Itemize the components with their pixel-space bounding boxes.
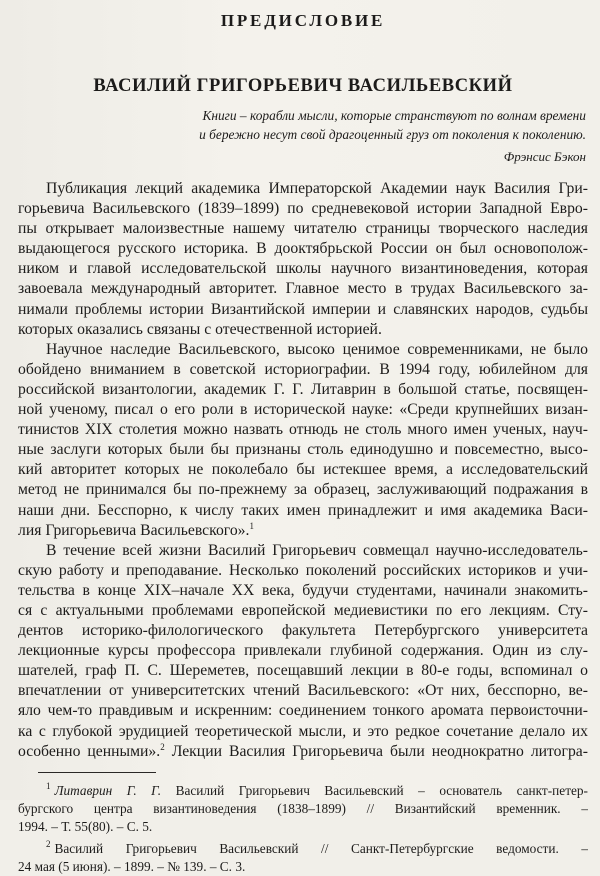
article-title: ВАСИЛИЙ ГРИГОРЬЕВИЧ ВАСИЛЬЕВСКИЙ — [93, 76, 513, 96]
footnote-2 — [18, 840, 588, 876]
text-line: дентов историко-филологического факультета Петербургского университета — [18, 622, 588, 640]
text-line — [18, 742, 588, 762]
text-line: впечатлении от университетских чтений Васильевского: «От них, бесспорно, ве- — [18, 682, 588, 700]
body-text — [18, 179, 588, 762]
text-line: ной ученому, писал о его роли в исторической науке: «Среди крупнейших визан- — [18, 401, 588, 419]
text-line: метод не принимался бы по-прежнему за образец, заслуживающий подражания в — [18, 481, 588, 499]
text-line-content: Лекции Василия Григорьевича были неоднократно литогра- — [171, 742, 588, 760]
footnote-ref-1[interactable]: 1 — [249, 520, 254, 531]
text-line: Публикация лекций академика Императорской Академии наук Василия Гри- — [46, 180, 588, 197]
paragraph-2 — [18, 340, 588, 541]
text-line: российской византологии, академик Г. Г. Литаврин в большой статье, посвящен- — [18, 380, 588, 398]
paragraph-1 — [18, 179, 588, 340]
footnote-divider — [38, 772, 156, 773]
footnote-mark: 2 — [46, 839, 51, 850]
text-line: ка с глубокой эрудицией теоретической мысли, и это редкое сочетание делало их — [18, 722, 588, 740]
footnote-mark: 1 — [46, 781, 51, 792]
footnote-text: Литаврин Г. Г. Василий Григорьевич Васильевский – основатель санкт-петер- — [54, 782, 588, 798]
text-line: тинистов XIX столетия можно назвать отнюдь не столь много имен ученых, науч- — [18, 421, 588, 439]
text-line: обойдено вниманием в советской историографии. В 1994 году, юбилейном для — [18, 360, 588, 378]
footnote-line: 24 мая (5 июня). – 1899. – № 139. – С. 3. — [18, 858, 246, 874]
text-line: наши дни. Бесспорно, к числу таких имен принадлежит и имя академика Васи- — [18, 501, 588, 519]
epigraph-line: и бережно несут свой драгоценный груз от поколения к поколению. — [199, 127, 586, 142]
text-line: завоевала международный авторитет. Главное место в трудах Васильевского за- — [18, 280, 588, 298]
footnote-line: 1994. – Т. 55(80). – С. 5. — [18, 818, 153, 834]
footnote-text: Василий Григорьевич Васильевский // Санкт-Петербургские ведомости. – — [54, 840, 588, 856]
text-line-content: особенно ценными». — [18, 742, 161, 760]
epigraph — [18, 106, 588, 144]
footnote-ref-2[interactable]: 2 — [160, 741, 165, 752]
epigraph-author: Фрэнсис Бэкон — [503, 149, 586, 164]
text-line — [18, 521, 588, 541]
text-line: Научное наследие Васильевского, высоко ценимое современниками, не было — [46, 340, 588, 358]
text-line: шателей, граф П. С. Шереметев, посещавший лекции в 80-е годы, вспоминал о — [18, 662, 588, 680]
footnote-1 — [18, 782, 588, 836]
footnote-line: бургского центра византиноведения (1838–1899) // Византийский временник. – — [18, 800, 588, 816]
text-line: ся с актуальными проблемами европейской медиевистики по его лекциям. Сту- — [18, 601, 588, 619]
text-line: скую работу и преподавание. Несколько поколений российских историков и учи- — [18, 561, 588, 579]
footnote-line — [18, 840, 588, 858]
text-line: ные заслуги которых были бы признаны столь единодушно и повсеместно, высо- — [18, 441, 588, 459]
text-line: В течение всей жизни Василий Григорьевич совмещал научно-исследователь- — [46, 541, 588, 559]
text-line: которых оказались связаны с отечественной историей. — [18, 320, 382, 338]
paragraph-3 — [18, 541, 588, 762]
text-line: лекционные курсы профессора привлекали глубиной содержания. Один из слу- — [18, 642, 588, 660]
text-line: пы открывает малоизвестные нашему читателю страницы творческого наследия — [18, 220, 588, 238]
section-title: ПРЕДИСЛОВИЕ — [220, 11, 386, 30]
text-line: яло чем-то правдивым и искренним: соединением тонкого аромата первоисточни- — [18, 702, 588, 720]
text-line-content: лия Григорьевича Васильевского». — [18, 521, 250, 539]
footnote-line — [18, 782, 588, 800]
text-line: горьевича Васильевского (1839–1899) по средневековой истории Западной Евро- — [18, 200, 588, 218]
text-line: ником и главой исследовательской школы научного византиноведения, которая — [18, 260, 588, 278]
text-line: тельства в конце XIX–начале XX века, будучи студентами, начинали знакомить- — [18, 581, 588, 599]
text-line: нимали проблемы истории Византийской империи и славянских народов, судьбы — [18, 300, 588, 318]
text-line: выдающегося русского историка. В дооктябрьской России он был основополож- — [18, 240, 588, 258]
text-line: кий авторитет которых не поколебало бы истекшее время, а исследовательский — [18, 461, 588, 479]
footnotes — [18, 782, 588, 876]
epigraph-line: Книги – корабли мысли, которые странствуют по волнам времени — [202, 108, 586, 123]
